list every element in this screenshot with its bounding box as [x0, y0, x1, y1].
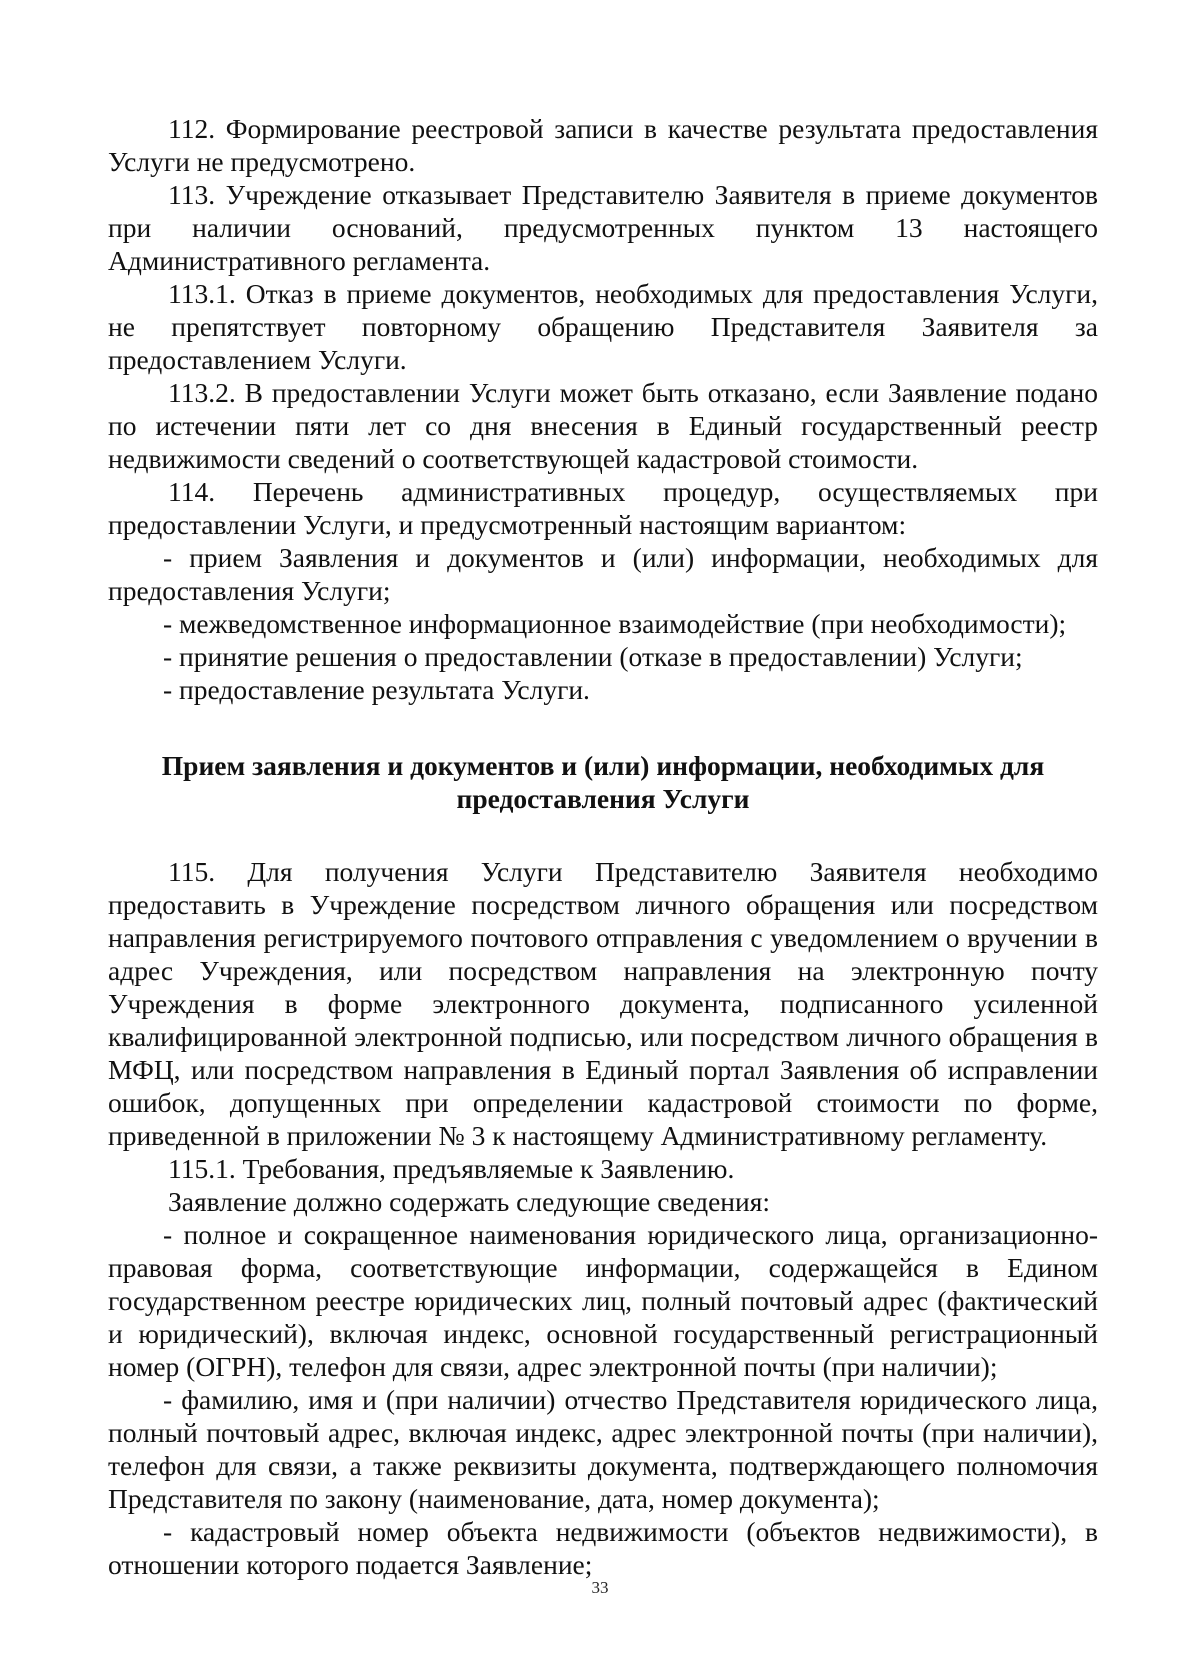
paragraph: 113.1. Отказ в приеме документов, необходимых для предоставления Услуги, не препятствует повторному обращению Представителя Заявителя за предоставлением Услуги.: [108, 278, 1098, 375]
list-item: - фамилию, имя и (при наличии) отчество Представителя юридического лица, полный почтовый адрес, включая индекс, адрес электронной почты (при наличии), телефон для связи, а также реквизиты документа, подтверждающего полномочия Представителя по закону (наименование, дата, номер документа);: [108, 1384, 1098, 1514]
paragraph: 112. Формирование реестровой записи в качестве результата предоставления Услуги не предусмотрено.: [108, 113, 1098, 177]
document-page: [108, 112, 1098, 1581]
paragraph: 114. Перечень административных процедур, осуществляемых при предоставлении Услуги, и предусмотренный настоящим вариантом:: [108, 476, 1098, 540]
paragraph: 115. Для получения Услуги Представителю Заявителя необходимо предоставить в Учреждение посредством личного обращения или посредством направления регистрируемого почтового отправления с уведомлением о вручении в адрес Учреждения, или посредством направления на электронную почту Учреждения в форме электронного документа, подписанного усиленной квалифицированной электронной подписью, или посредством личного обращения в МФЦ, или посредством направления в Единый портал Заявления об исправлении ошибок, допущенных при определении кадастровой стоимости по форме, приведенной в приложении № 3 к настоящему Административному регламенту.: [108, 856, 1098, 1151]
paragraph: 113. Учреждение отказывает Представителю Заявителя в приеме документов при наличии оснований, предусмотренных пунктом 13 настоящего Административного регламента.: [108, 179, 1098, 276]
paragraphs-after-heading: [108, 855, 1098, 1581]
list-item: - полное и сокращенное наименования юридического лица, организационно-правовая форма, соответствующие информации, содержащейся в Едином государственном реестре юридических лиц, полный почтовый адрес (фактический и юридический), включая индекс, основной государственный регистрационный номер (ОГРН), телефон для связи, адрес электронной почты (при наличии);: [108, 1219, 1098, 1382]
list-item: - принятие решения о предоставлении (отказе в предоставлении) Услуги;: [163, 641, 1023, 672]
list-item: - кадастровый номер объекта недвижимости (объектов недвижимости), в отношении которого подается Заявление;: [108, 1516, 1098, 1580]
paragraph: 113.2. В предоставлении Услуги может быть отказано, если Заявление подано по истечении пяти лет со дня внесения в Единый государственный реестр недвижимости сведений о соответствующей кадастровой стоимости.: [108, 377, 1098, 474]
list-item: - предоставление результата Услуги.: [163, 674, 590, 705]
paragraphs-before-heading: [108, 112, 1098, 706]
section-heading: Прием заявления и документов и (или) информации, необходимых для предоставления Услуги: [161, 750, 1045, 814]
paragraph: 115.1. Требования, предъявляемые к Заявлению.: [168, 1153, 735, 1184]
list-item: - прием Заявления и документов и (или) информации, необходимых для предоставления Услуги;: [108, 542, 1098, 606]
list-item: - межведомственное информационное взаимодействие (при необходимости);: [163, 608, 1067, 639]
page-number: 33: [591, 1578, 609, 1597]
paragraph: Заявление должно содержать следующие сведения:: [168, 1186, 771, 1217]
